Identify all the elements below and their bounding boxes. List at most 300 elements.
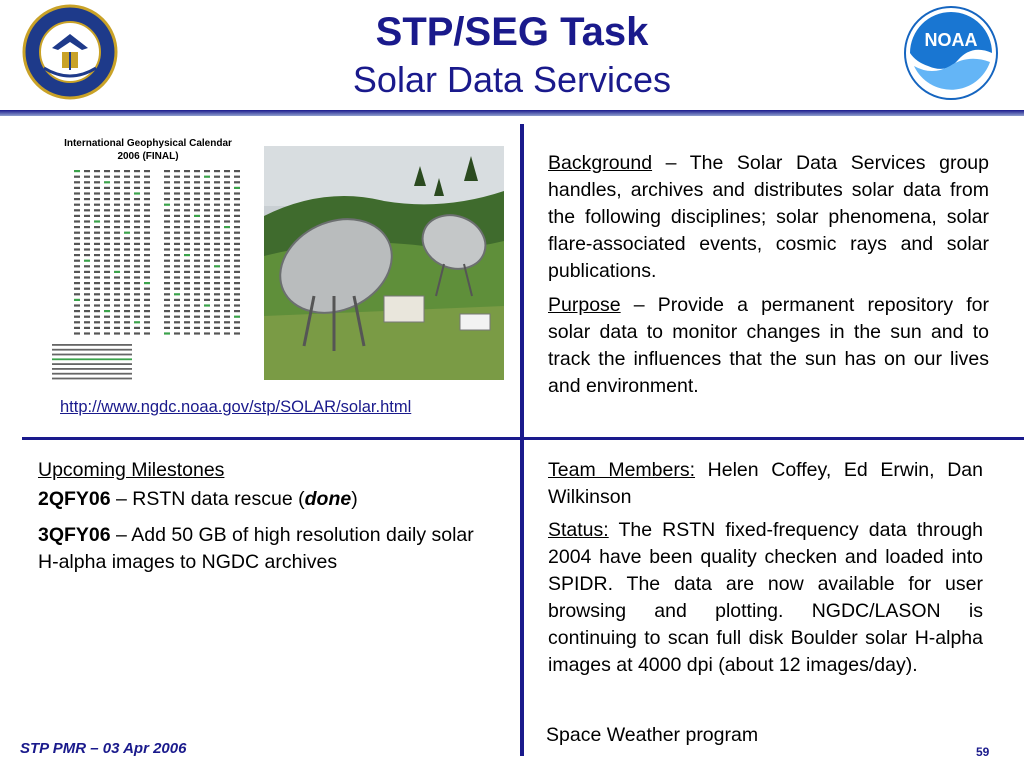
calendar-cell [224,248,230,250]
calendar-cell [84,276,90,278]
calendar-cell [234,204,240,206]
calendar-cell [94,332,100,334]
calendar-cell [84,192,90,194]
calendar-legend-line [52,354,132,356]
calendar-cell [74,276,80,278]
calendar-cell [134,237,140,239]
calendar-cell [114,192,120,194]
calendar-cell [224,260,230,262]
calendar-legend-line [52,368,132,370]
calendar-cell [234,209,240,211]
calendar-cell [164,327,170,329]
calendar-cell [224,304,230,306]
calendar-cell [164,248,170,250]
calendar-cell [104,276,110,278]
calendar-cell [194,293,200,295]
calendar-cell [84,260,90,262]
calendar-cell [224,299,230,301]
background-label: Background [548,152,653,174]
milestone-2-quarter: 3QFY06 [38,524,111,546]
calendar-cell [174,220,180,222]
calendar-cell [174,265,180,267]
vertical-divider [520,124,524,756]
status-paragraph: Status: The RSTN fixed-frequency data through 2004 have been quality checken and loaded into SPIDR. The data are now available for user browsing and plotting. NGDC/LASON is continuing to scan full disk Boulder solar H-alpha images at 4000 dpi (about 12 images/day). [548,519,983,676]
calendar-year: 2006 (FINAL) [117,151,179,162]
calendar-cell [84,265,90,267]
calendar-cell [234,327,240,329]
calendar-cell [214,260,220,262]
calendar-cell [174,237,180,239]
calendar-cell [204,243,210,245]
calendar-cell [214,288,220,290]
calendar-cell [234,215,240,217]
calendar-cell [74,176,80,178]
calendar-cell [124,198,130,200]
calendar-cell [124,276,130,278]
calendar-cell [224,316,230,318]
calendar-cell [114,254,120,256]
calendar-cell [214,215,220,217]
calendar-cell [234,198,240,200]
calendar-cell [174,299,180,301]
calendar-cell [174,243,180,245]
calendar-cell [104,271,110,273]
calendar-cell [84,220,90,222]
calendar-cell [224,293,230,295]
calendar-cell [114,176,120,178]
calendar-cell [134,327,140,329]
calendar-cell [184,321,190,323]
calendar-cell [184,310,190,312]
calendar-cell [134,254,140,256]
calendar-cell [234,321,240,323]
calendar-cell [94,316,100,318]
calendar-cell [164,187,170,189]
calendar-cell [234,170,240,172]
calendar-cell [114,299,120,301]
calendar-cell [234,288,240,290]
calendar-cell [234,254,240,256]
calendar-cell [84,226,90,228]
calendar-cell [224,232,230,234]
calendar-cell [174,293,180,295]
calendar-cell [114,243,120,245]
calendar-cell [94,327,100,329]
calendar-cell [144,192,150,194]
calendar-cell [144,276,150,278]
calendar-cell [74,226,80,228]
calendar-cell [134,226,140,228]
calendar-cell [114,232,120,234]
calendar-cell [104,316,110,318]
calendar-cell [144,187,150,189]
milestones-heading: Upcoming Milestones [38,459,225,481]
calendar-cell [114,204,120,206]
calendar-cell [224,327,230,329]
calendar-cell [164,198,170,200]
calendar-cell [124,243,130,245]
calendar-cell [144,310,150,312]
calendar-cell [234,282,240,284]
calendar-cell [144,226,150,228]
calendar-cell [134,187,140,189]
calendar-cell [194,220,200,222]
calendar-cell [74,170,80,172]
calendar-cell [224,170,230,172]
calendar-cell [104,299,110,301]
calendar-cell [114,282,120,284]
calendar-cell [214,237,220,239]
calendar-cell [84,243,90,245]
calendar-cell [74,332,80,334]
calendar-cell [144,299,150,301]
calendar-cell [234,192,240,194]
calendar-cell [104,332,110,334]
calendar-cell [214,276,220,278]
calendar-cell [134,248,140,250]
calendar-cell [164,232,170,234]
calendar-cell [184,254,190,256]
calendar-cell [104,254,110,256]
calendar-cell [224,176,230,178]
calendar-cell [134,332,140,334]
calendar-cell [234,316,240,318]
calendar-cell [104,310,110,312]
calendar-cell [74,299,80,301]
calendar-cell [134,220,140,222]
calendar-cell [94,304,100,306]
calendar-cell [164,316,170,318]
calendar-cell [144,204,150,206]
calendar-cell [204,276,210,278]
calendar-cell [224,332,230,334]
calendar-cell [224,276,230,278]
calendar-cell [124,304,130,306]
calendar-cell [174,310,180,312]
calendar-cell [184,176,190,178]
calendar-cell [74,187,80,189]
calendar-cell [84,327,90,329]
calendar-cell [94,204,100,206]
calendar-cell [194,310,200,312]
purpose-label: Purpose [548,294,621,316]
calendar-cell [74,237,80,239]
calendar-cell [74,181,80,183]
calendar-cell [84,254,90,256]
calendar-cell [204,271,210,273]
calendar-cell [124,254,130,256]
calendar-cell [194,209,200,211]
calendar-cell [234,248,240,250]
calendar-cell [204,327,210,329]
calendar-cell [114,209,120,211]
calendar-cell [234,276,240,278]
calendar-legend-line [52,378,132,380]
calendar-cell [144,327,150,329]
background-text: – The Solar Data Services group handles, archives and distributes solar data from the following disciplines; solar phenomena, solar flare-associated events, cosmic rays and solar publications. [548,152,989,282]
calendar-cell [224,204,230,206]
calendar-cell [164,276,170,278]
calendar-cell [184,316,190,318]
calendar-cell [224,310,230,312]
calendar-cell [214,316,220,318]
calendar-cell [204,332,210,334]
calendar-cell [194,299,200,301]
calendar-cell [194,248,200,250]
calendar-cell [104,248,110,250]
program-name: Space Weather program [546,724,759,746]
calendar-cell [134,321,140,323]
milestone-item-2: 3QFY06 – Add 50 GB of high resolution daily solar H-alpha images to NGDC archives [38,524,474,573]
calendar-cell [84,198,90,200]
calendar-cell [94,265,100,267]
calendar-cell [204,265,210,267]
calendar-cell [114,288,120,290]
calendar-cell [74,271,80,273]
calendar-cell [164,215,170,217]
calendar-cell [204,310,210,312]
calendar-cell [94,198,100,200]
purpose-text: – Provide a permanent repository for solar data to monitor changes in the sun and to track the influences that the sun has on our lives and environment. [548,294,989,397]
calendar-cell [94,248,100,250]
calendar-legend-line [52,349,132,351]
calendar-cell [184,243,190,245]
calendar-cell [94,170,100,172]
calendar-cell [194,187,200,189]
calendar-cell [74,192,80,194]
calendar-cell [224,321,230,323]
calendar-cell [174,215,180,217]
calendar-cell [204,209,210,211]
calendar-cell [224,187,230,189]
calendar-cell [84,187,90,189]
calendar-cell [194,316,200,318]
calendar-cell [194,304,200,306]
calendar-cell [194,327,200,329]
calendar-cell [114,170,120,172]
calendar-cell [144,265,150,267]
calendar-cell [134,170,140,172]
page-number: 59 [976,745,990,759]
calendar-cell [74,310,80,312]
calendar-cell [204,220,210,222]
calendar-cell [204,176,210,178]
calendar-cell [144,293,150,295]
calendar-cell [214,271,220,273]
calendar-cell [74,282,80,284]
calendar-cell [164,209,170,211]
calendar-cell [134,288,140,290]
calendar-cell [214,232,220,234]
calendar-cell [94,288,100,290]
calendar-cell [234,237,240,239]
calendar-cell [174,282,180,284]
calendar-cell [144,220,150,222]
calendar-cell [194,243,200,245]
calendar-cell [84,181,90,183]
calendar-cell [234,332,240,334]
calendar-cell [84,282,90,284]
calendar-cell [124,265,130,267]
calendar-cell [164,304,170,306]
calendar-cell [194,204,200,206]
calendar-cell [214,310,220,312]
calendar-cell [84,170,90,172]
calendar-cell [144,332,150,334]
calendar-cell [144,232,150,234]
calendar-cell [204,299,210,301]
calendar-cell [94,181,100,183]
calendar-cell [114,226,120,228]
calendar-cell [74,321,80,323]
calendar-legend-line [52,344,132,346]
calendar-cell [144,254,150,256]
calendar-cell [164,299,170,301]
calendar-cell [84,332,90,334]
calendar-cell [204,226,210,228]
calendar-cell [214,304,220,306]
calendar-cell [184,237,190,239]
calendar-cell [124,282,130,284]
calendar-cell [74,204,80,206]
calendar-cell [124,248,130,250]
calendar-cell [234,176,240,178]
calendar-cell [84,204,90,206]
calendar-cell [224,192,230,194]
calendar-cell [184,192,190,194]
calendar-cell [134,282,140,284]
calendar-cell [104,288,110,290]
calendar-cell [194,254,200,256]
calendar-cell [94,192,100,194]
calendar-cell [114,237,120,239]
calendar-cell [114,248,120,250]
calendar-cell [204,181,210,183]
calendar-cell [184,215,190,217]
calendar-cell [164,265,170,267]
calendar-cell [204,254,210,256]
calendar-cell [214,220,220,222]
calendar-cell [94,310,100,312]
calendar-cell [104,204,110,206]
calendar-cell [124,299,130,301]
calendar-cell [174,170,180,172]
calendar-cell [74,254,80,256]
calendar-cell [164,220,170,222]
calendar-cell [94,260,100,262]
calendar-cell [114,332,120,334]
noaa-logo-text: NOAA [924,30,978,50]
calendar-cell [204,282,210,284]
calendar-cell [164,226,170,228]
background-paragraph [548,150,989,285]
milestone-item-1: 2QFY06 – RSTN data rescue (done) [38,488,358,510]
calendar-cell [214,192,220,194]
calendar-cell [124,321,130,323]
calendar-cell [184,220,190,222]
calendar-cell [84,176,90,178]
solar-data-link[interactable]: http://www.ngdc.noaa.gov/stp/SOLAR/solar.html [60,398,412,416]
calendar-cell [164,310,170,312]
calendar-cell [134,204,140,206]
calendar-cell [84,215,90,217]
calendar-cell [94,187,100,189]
calendar-cell [224,220,230,222]
calendar-cell [204,293,210,295]
calendar-cell [94,209,100,211]
calendar-cell [94,282,100,284]
calendar-cell [214,299,220,301]
calendar-cell [134,215,140,217]
calendar-cell [164,170,170,172]
calendar-cell [174,181,180,183]
calendar-cell [164,282,170,284]
calendar-cell [234,304,240,306]
calendar-cell [194,282,200,284]
calendar-cell [214,176,220,178]
calendar-cell [214,332,220,334]
calendar-cell [194,321,200,323]
calendar-cell [84,237,90,239]
calendar-cell [204,260,210,262]
calendar-cell [174,288,180,290]
calendar-legend-line [52,363,132,365]
calendar-cell [174,254,180,256]
calendar-cell [194,265,200,267]
calendar-cell [104,321,110,323]
geophysical-calendar-image [46,132,250,382]
calendar-cell [174,327,180,329]
calendar-cell [124,237,130,239]
calendar-cell [194,232,200,234]
calendar-cell [204,237,210,239]
calendar-cell [194,288,200,290]
calendar-cell [184,288,190,290]
calendar-cell [84,299,90,301]
calendar-cell [134,310,140,312]
calendar-cell [114,260,120,262]
calendar-cell [204,248,210,250]
calendar-cell [104,209,110,211]
calendar-cell [164,204,170,206]
calendar-cell [134,271,140,273]
calendar-cell [224,226,230,228]
calendar-cell [204,192,210,194]
calendar-cell [124,226,130,228]
calendar-cell [124,232,130,234]
calendar-cell [134,243,140,245]
calendar-cell [184,248,190,250]
calendar-cell [74,304,80,306]
calendar-cell [204,232,210,234]
calendar-cell [84,321,90,323]
calendar-cell [74,288,80,290]
calendar-cell [94,276,100,278]
calendar-cell [94,243,100,245]
calendar-cell [124,288,130,290]
calendar-cell [174,316,180,318]
calendar-cell [204,204,210,206]
calendar-cell [114,220,120,222]
calendar-cell [134,260,140,262]
calendar-cell [104,265,110,267]
calendar-cell [184,299,190,301]
calendar-cell [124,332,130,334]
calendar-cell [134,316,140,318]
calendar-cell [104,293,110,295]
calendar-cell [114,215,120,217]
calendar-cell [124,204,130,206]
